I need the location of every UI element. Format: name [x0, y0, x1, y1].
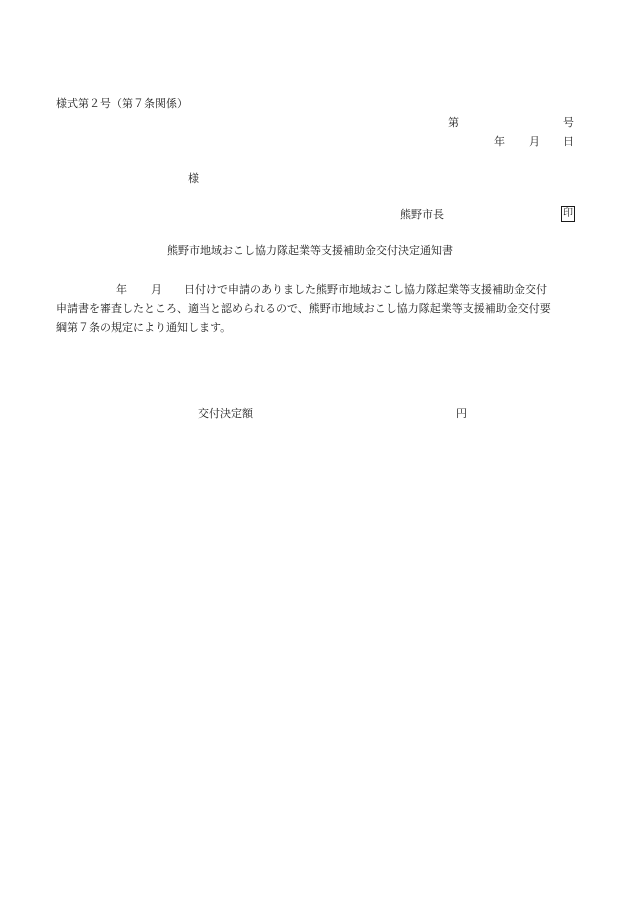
document-number-suffix: 号 — [563, 116, 574, 129]
date-month: 月 — [529, 135, 540, 148]
grant-amount-label: 交付決定額 — [198, 407, 253, 420]
body-line-3: 綱第７条の規定により通知します。 — [56, 321, 232, 334]
document-number-prefix: 第 — [448, 116, 459, 129]
document-title: 熊野市地域おこし協力隊起業等支援補助金交付決定通知書 — [167, 244, 453, 257]
body-year: 年 — [116, 283, 127, 296]
body-line-1-rest: 日付けで申請のありました熊野市地域おこし協力隊起業等支援補助金交付 — [184, 283, 547, 296]
addressee-honorific: 様 — [188, 172, 199, 185]
date-day: 日 — [563, 135, 574, 148]
body-text — [56, 280, 576, 337]
issuer-name: 熊野市長 — [400, 208, 444, 221]
body-line-2: 申請書を審査したところ、適当と認められるので、熊野市地域おこし協力隊起業等支援補助金交付要 — [56, 302, 551, 315]
body-line-1 — [56, 280, 576, 299]
body-month: 月 — [151, 283, 162, 296]
seal-mark: 印 — [561, 206, 575, 222]
date-year: 年 — [494, 135, 505, 148]
grant-amount-unit: 円 — [456, 407, 467, 420]
form-label: 様式第２号（第７条関係） — [56, 97, 188, 110]
